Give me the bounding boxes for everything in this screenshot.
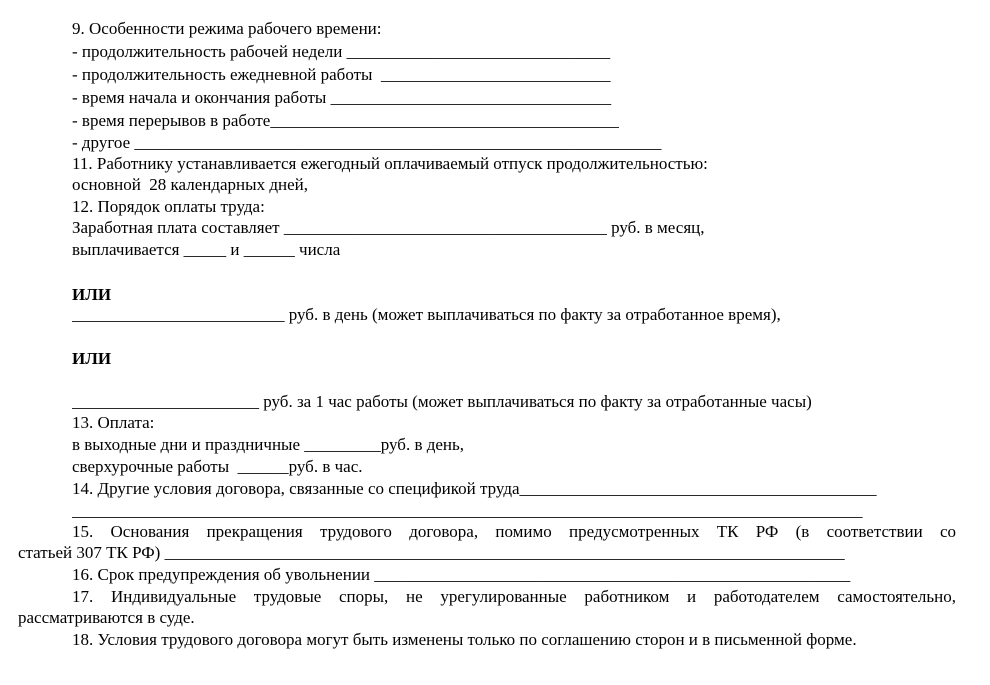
weekend-pay-line: в выходные дни и праздничные _________руб. в день, <box>72 435 465 454</box>
termination-article-line: статьей 307 ТК РФ) ________________________________________________________________________________ <box>18 543 845 562</box>
daily-work-duration-line: - продолжительность ежедневной работы ___________________________ <box>72 65 611 84</box>
or-label-1: ИЛИ <box>72 285 112 304</box>
salary-pay-days-line: выплачивается _____ и ______ числа <box>72 240 341 259</box>
breaks-line: - время перерывов в работе_________________________________________ <box>72 111 619 130</box>
vacation-main-days: основной 28 календарных дней, <box>72 175 308 194</box>
work-start-end-line: - время начала и окончания работы _________________________________ <box>72 88 612 107</box>
section-18-changes: 18. Условия трудового договора могут быть изменены только по соглашению сторон и в письменной форме. <box>72 630 857 649</box>
section-12-heading: 12. Порядок оплаты труда: <box>72 197 265 216</box>
salary-per-day-line: _________________________ руб. в день (может выплачиваться по факту за отработанное время), <box>72 305 781 324</box>
blank-fill-line: _____________________________________________________________________________________________ <box>72 501 863 520</box>
section-15-termination: 15. Основания прекращения трудового договора, помимо предусмотренных ТК РФ (в соответствии со <box>72 522 956 541</box>
section-13-heading: 13. Оплата: <box>72 413 155 432</box>
salary-per-hour-line: ______________________ руб. за 1 час работы (может выплачиваться по факту за отработанные часы) <box>72 392 812 411</box>
section-14-other-conditions: 14. Другие условия договора, связанные со спецификой труда__________________________________________ <box>72 479 877 498</box>
or-label-2: ИЛИ <box>72 349 112 368</box>
section-17-disputes: 17. Индивидуальные трудовые споры, не урегулированные работником и работодателем самостоятельно, <box>72 587 956 606</box>
disputes-court-line: рассматриваются в суде. <box>18 608 195 627</box>
work-week-duration-line: - продолжительность рабочей недели _______________________________ <box>72 42 611 61</box>
section-11-vacation: 11. Работнику устанавливается ежегодный оплачиваемый отпуск продолжительностью: <box>72 154 708 173</box>
overtime-pay-line: сверхурочные работы ______руб. в час. <box>72 457 363 476</box>
other-line: - другое ______________________________________________________________ <box>72 133 662 152</box>
salary-per-month-line: Заработная плата составляет ______________________________________ руб. в месяц, <box>72 218 705 237</box>
section-9-heading: 9. Особенности режима рабочего времени: <box>72 19 382 38</box>
section-16-notice: 16. Срок предупреждения об увольнении ________________________________________________________ <box>72 565 851 584</box>
